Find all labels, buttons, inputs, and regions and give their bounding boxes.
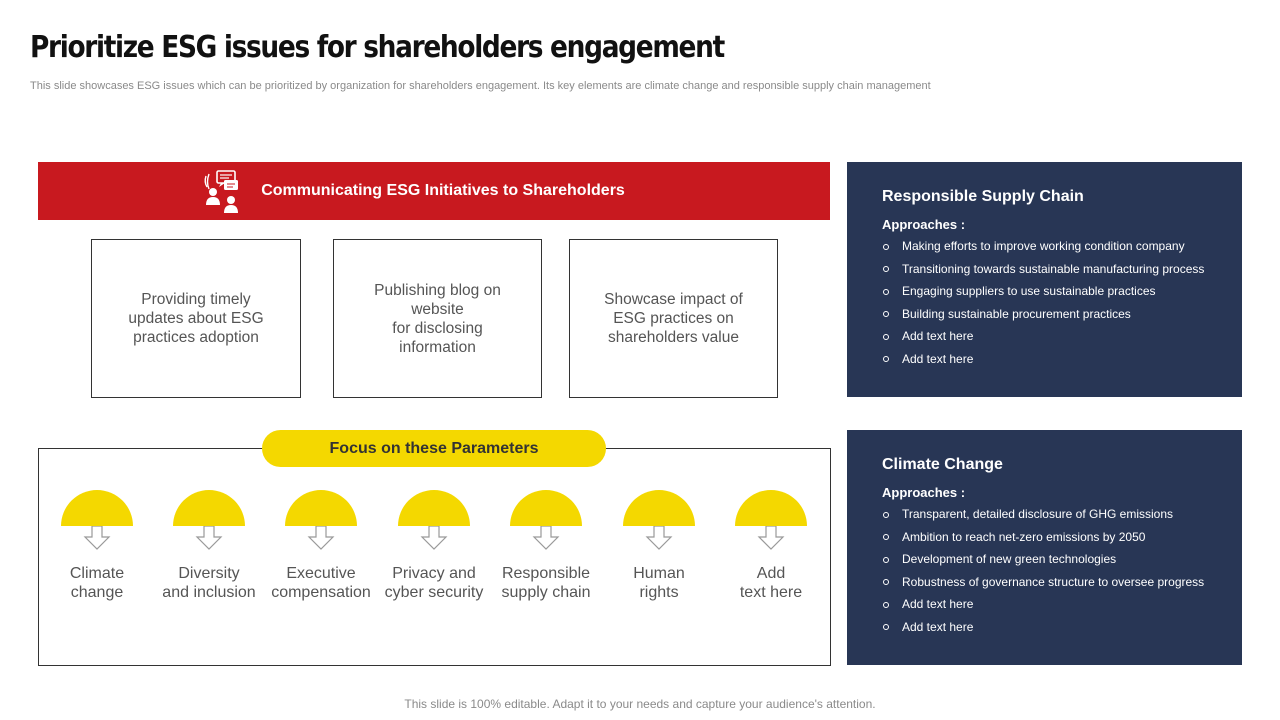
card-subtitle: Approaches : (882, 485, 966, 500)
down-arrow-icon (757, 526, 785, 550)
semicircle-marker (510, 490, 582, 526)
parameter-label: Diversity and inclusion (162, 565, 256, 601)
list-item (882, 552, 1242, 567)
list-item (882, 284, 1242, 299)
list-item-text: Making efforts to improve working condition company (902, 239, 1185, 253)
list-item (882, 620, 1242, 635)
circle-bullet-icon (883, 557, 889, 563)
down-arrow-icon (195, 526, 223, 550)
circle-bullet-icon (883, 266, 889, 272)
parameter-responsible-supply-chain (486, 490, 606, 602)
list-item (882, 507, 1242, 522)
list-item-text: Add text here (902, 597, 974, 611)
parameters-heading: Focus on these Parameters (262, 430, 606, 467)
info-box-text: Providing timely updates about ESG practices adoption (128, 291, 264, 346)
people-discussion-icon (203, 168, 245, 214)
list-item (882, 262, 1242, 277)
down-arrow-icon (83, 526, 111, 550)
list-item-text: Add text here (902, 329, 974, 343)
parameter-label: Responsible supply chain (501, 565, 591, 601)
slide-subtitle: This slide showcases ESG issues which can be prioritized by organization for shareholders engagement. Its key elements are climate change and responsible supply chain management (30, 80, 931, 92)
info-box-text: Publishing blog on website for disclosing information (374, 281, 501, 356)
slide-footer: This slide is 100% editable. Adapt it to your needs and capture your audience's attention. (404, 697, 876, 711)
list-item (882, 329, 1242, 344)
info-box-blog (333, 239, 542, 398)
parameter-human-rights (599, 490, 719, 602)
circle-bullet-icon (883, 624, 889, 630)
list-item (882, 239, 1242, 254)
circle-bullet-icon (883, 334, 889, 340)
parameter-label: Human rights (633, 565, 685, 601)
parameter-label: Climate change (69, 565, 125, 601)
list-item-text: Development of new green technologies (902, 552, 1117, 566)
down-arrow-icon (532, 526, 560, 550)
info-box-showcase-impact (569, 239, 778, 398)
list-item-text: Ambition to reach net-zero emissions by 2050 (902, 529, 1146, 544)
list-item-text: Add text here (902, 351, 974, 366)
list-item (882, 307, 1242, 322)
parameter-add-text (711, 490, 831, 602)
parameter-executive-compensation (261, 490, 381, 602)
approaches-list (882, 507, 1242, 635)
semicircle-marker (173, 490, 245, 526)
semicircle-marker (398, 490, 470, 526)
parameter-privacy-security (374, 490, 494, 602)
semicircle-marker (61, 490, 133, 526)
list-item-text: Engaging suppliers to use sustainable practices (902, 284, 1156, 298)
circle-bullet-icon (883, 311, 889, 317)
down-arrow-icon (645, 526, 673, 550)
info-box-text: Showcase impact of ESG practices on shareholders value (604, 291, 743, 346)
circle-bullet-icon (883, 356, 889, 362)
semicircle-marker (285, 490, 357, 526)
parameter-label: Executive compensation (271, 565, 371, 601)
info-box-timely-updates (91, 239, 301, 398)
list-item-text: Add text here (902, 619, 974, 634)
approaches-list (882, 239, 1242, 367)
parameter-diversity (149, 490, 269, 602)
list-item (882, 597, 1242, 612)
circle-bullet-icon (883, 512, 889, 518)
circle-bullet-icon (883, 534, 889, 540)
down-arrow-icon (420, 526, 448, 550)
circle-bullet-icon (883, 244, 889, 250)
list-item (882, 352, 1242, 367)
circle-bullet-icon (883, 579, 889, 585)
esg-communication-banner (38, 162, 830, 220)
circle-bullet-icon (883, 289, 889, 295)
slide-title: Prioritize ESG issues for shareholders engagement (30, 30, 724, 65)
parameter-climate-change (37, 490, 157, 602)
list-item-text: Transitioning towards sustainable manufacturing process (902, 261, 1205, 276)
list-item (882, 575, 1242, 590)
climate-change-card (847, 430, 1242, 665)
parameter-label: Add text here (739, 565, 803, 601)
list-item (882, 530, 1242, 545)
list-item-text: Robustness of governance structure to oversee progress (902, 574, 1205, 589)
banner-title: Communicating ESG Initiatives to Shareholders (261, 182, 625, 199)
card-title: Climate Change (882, 456, 1003, 473)
down-arrow-icon (307, 526, 335, 550)
semicircle-marker (623, 490, 695, 526)
supply-chain-card (847, 162, 1242, 397)
list-item-text: Transparent, detailed disclosure of GHG emissions (902, 507, 1174, 521)
card-subtitle: Approaches : (882, 217, 966, 232)
circle-bullet-icon (883, 602, 889, 608)
card-title: Responsible Supply Chain (882, 188, 1084, 205)
semicircle-marker (735, 490, 807, 526)
list-item-text: Building sustainable procurement practices (902, 306, 1131, 321)
parameter-label: Privacy and cyber security (384, 565, 484, 601)
